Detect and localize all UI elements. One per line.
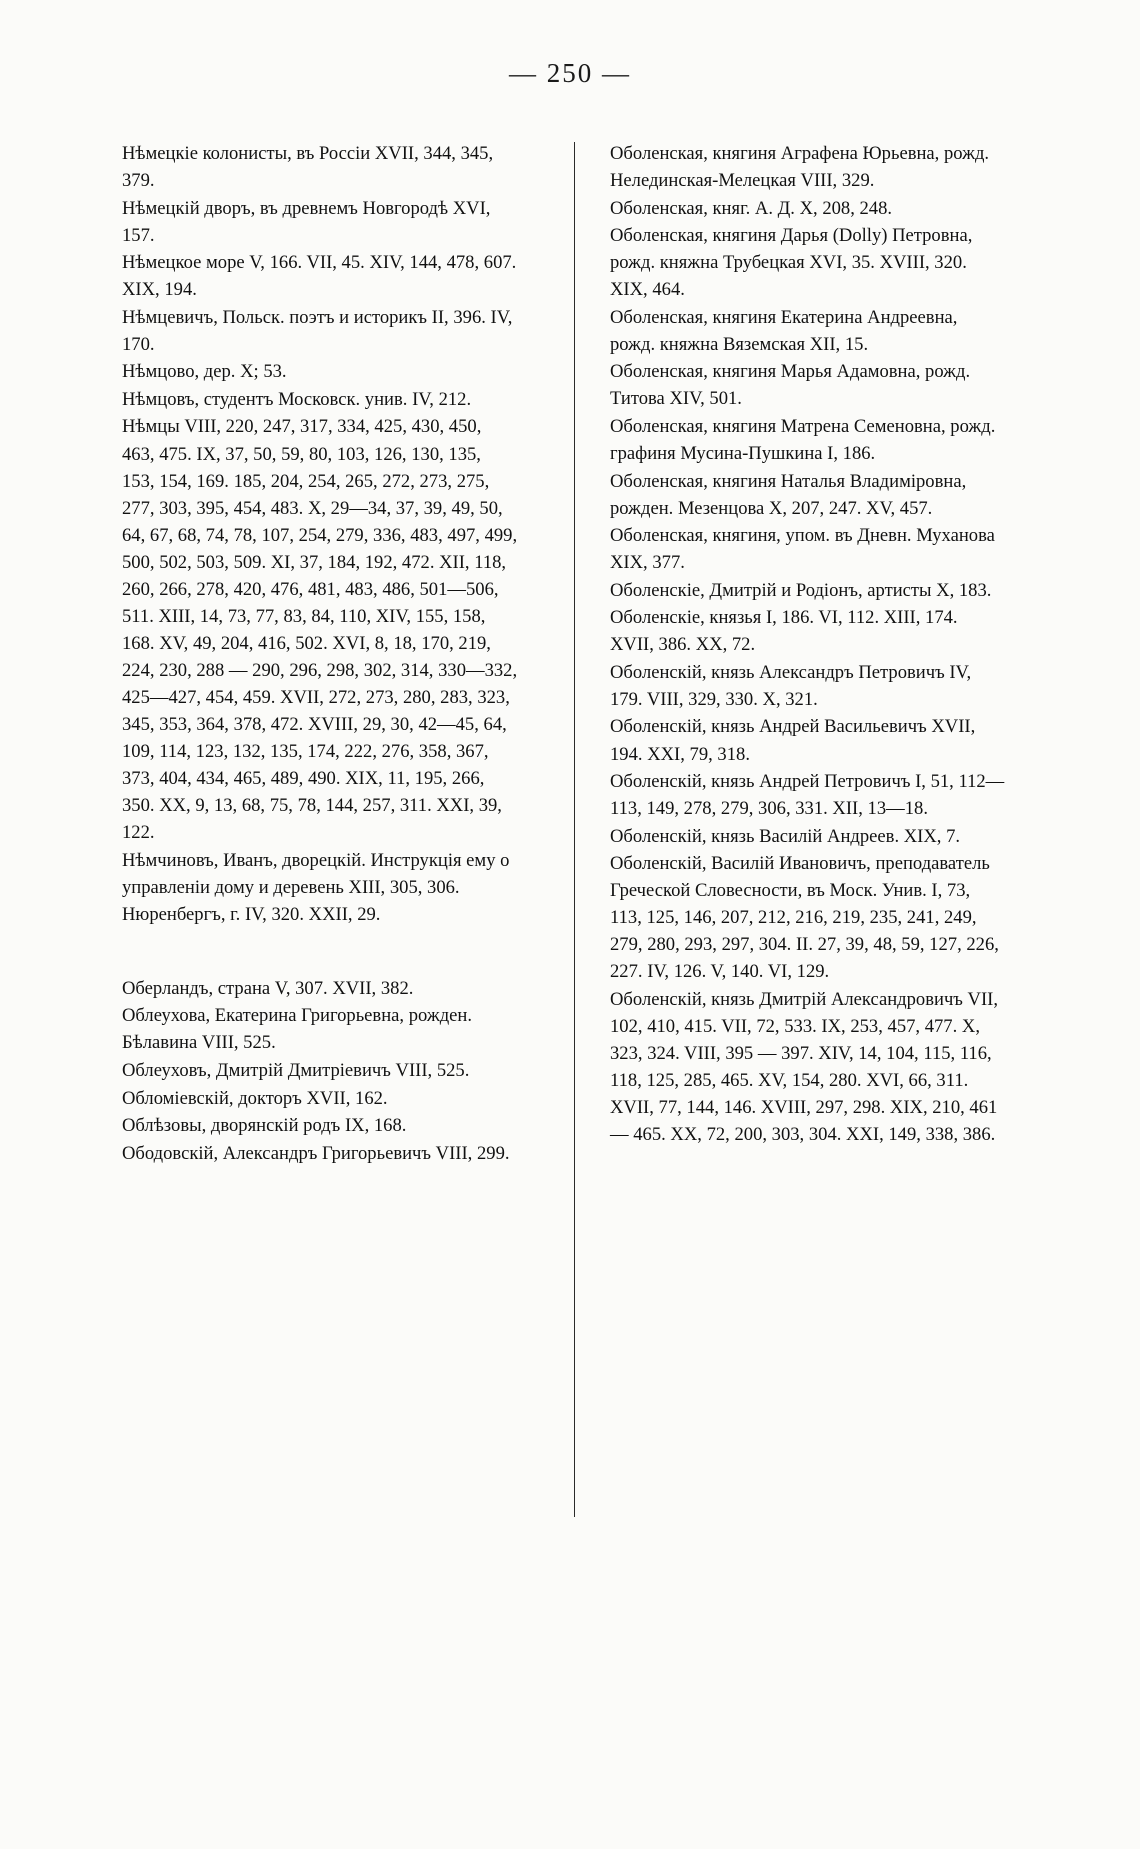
index-entry: Нѣмецкіе колонисты, въ Россіи XVII, 344, 345, 379.	[122, 143, 494, 192]
index-entry: Нѣмчиновъ, Иванъ, дворецкій. Инструкція ему о управленіи дому и деревень XIII, 305, 306.	[122, 849, 510, 898]
index-entry: Оболенская, княгиня Матрена Семеновна, рожд. графиня Мусина-Пушкина I, 186.	[610, 415, 996, 465]
index-entry: Нѣмцово, дер. X; 53.	[122, 361, 287, 383]
index-entry: Нѣмецкое море V, 166. VII, 45. XIV, 144, 478, 607. XIX, 194.	[122, 252, 517, 301]
index-entry: Нѣмцы VIII, 220, 247, 317, 334, 425, 430, 450, 463, 475. IX, 37, 50, 59, 80, 103, 126, 130, 135, 153, 154, 169. 185, 204, 254, 265, 272, 273, 275, 277, 303, 395, 454, 483. X, 29—34, 37, 39, 49, 50, 64, 67, 68, 74, 78, 107, 254, 279, 336, 483, 497, 499, 500, 502, 503, 509. XI, 37, 184, 192, 472. XII, 118, 260, 266, 278, 420, 476, 481, 483, 486, 501—506, 511. XIII, 14, 73, 77, 83, 84, 110, XIV, 155, 158, 168. XV, 49, 204, 416, 502. XVI, 8, 18, 170, 219, 224, 230, 288 — 290, 296, 298, 302, 314, 330—332, 425—427, 454, 459. XVII, 272, 273, 280, 283, 323, 345, 353, 364, 378, 472. XVIII, 29, 30, 42—45, 64, 109, 114, 123, 132, 135, 174, 222, 276, 358, 367, 373, 404, 434, 465, 489, 490. XIX, 11, 195, 266, 350. XX, 9, 13, 68, 75, 78, 144, 257, 311. XXI, 39, 122.	[122, 416, 518, 844]
left-column	[88, 140, 542, 1167]
index-entry: Оболенскіе, князья I, 186. VI, 112. XIII, 174. XVII, 386. XX, 72.	[610, 607, 958, 656]
index-entry: Оболенскіе, Дмитрій и Родіонъ, артисты X, 183.	[610, 579, 992, 601]
index-entry: Облѣзовы, дворянскій родъ IX, 168.	[122, 1115, 407, 1137]
index-entry: Нюренбергъ, г. IV, 320. XXII, 29.	[122, 904, 381, 926]
section-gap	[88, 929, 518, 975]
index-entry: Оболенскій, князь Дмитрій Александровичъ VII, 102, 410, 415. VII, 72, 533. IX, 253, 457, 477. X, 323, 324. VIII, 395 — 397. XIV, 14, 104, 115, 116, 118, 125, 285, 465. XV, 154, 280. XVI, 66, 311. XVII, 77, 144, 146. XVIII, 297, 298. XIX, 210, 461 — 465. XX, 72, 200, 303, 304. XXI, 149, 338, 386.	[610, 988, 999, 1146]
index-entry: Обломіевскій, докторъ XVII, 162.	[122, 1087, 388, 1109]
index-entry: Оболенскій, князь Андрей Петровичъ I, 51, 112—113, 149, 278, 279, 306, 331. XII, 13—18.	[610, 771, 1005, 820]
index-entry: Оболенскій, князь Андрей Васильевичъ XVII, 194. XXI, 79, 318.	[610, 716, 976, 765]
index-entry: Нѣмцовъ, студентъ Московск. унив. IV, 212.	[122, 388, 472, 410]
index-entry: Оболенская, княгиня Наталья Владиміровна, рожден. Мезенцова X, 207, 247. XV, 457.	[610, 470, 967, 519]
index-columns	[88, 140, 1056, 1167]
index-entry: Оболенскій, князь Александръ Петровичъ IV, 179. VIII, 329, 330. X, 321.	[610, 661, 972, 710]
index-entry: Оболенскій, князь Василій Андреев. XIX, 7.	[610, 825, 961, 847]
index-entry: Ободовскій, Александръ Григорьевичъ VIII, 299.	[122, 1142, 510, 1164]
index-entry: Нѣмецкій дворъ, въ древнемъ Новгородѣ XVI, 157.	[122, 197, 491, 246]
index-entry: Оболенскій, Василій Ивановичъ, преподаватель Греческой Словесности, въ Моск. Унив. I, 73, 113, 125, 146, 207, 212, 216, 219, 235, 241, 249, 279, 280, 293, 297, 304. II. 27, 39, 48, 59, 127, 226, 227. IV, 126. V, 140. VI, 129.	[610, 853, 999, 983]
index-entry: Оболенская, княгиня Екатерина Андреевна, рожд. княжна Вяземская XII, 15.	[610, 306, 958, 355]
index-entry: Оболенская, княгиня Аграфена Юрьевна, рожд. Нелединская-Мелецкая VIII, 329.	[610, 143, 990, 192]
index-entry: Оболенская, княгиня Дарья (Dolly) Петровна, рожд. княжна Трубецкая XVI, 35. XVIII, 320. XIX, 464.	[610, 225, 973, 301]
index-entry: Облеуховъ, Дмитрій Дмитріевичъ VIII, 525.	[122, 1060, 470, 1081]
index-entry: Оболенская, княгиня Марья Адамовна, рожд. Титова XIV, 501.	[610, 361, 971, 410]
index-entry: Оболенская, княгиня, упом. въ Дневн. Муханова XIX, 377.	[610, 525, 995, 574]
index-entry: Нѣмцевичъ, Польск. поэтъ и историкъ II, 396. IV, 170.	[122, 306, 513, 355]
index-entry: Оберландъ, страна V, 307. XVII, 382.	[122, 977, 414, 999]
index-entry: Оболенская, княг. А. Д. X, 208, 248.	[610, 197, 893, 219]
page-number: — 250 —	[509, 58, 631, 88]
right-column	[542, 140, 1006, 1167]
index-entry: Облеухова, Екатерина Григорьевна, рожден. Бѣлавина VIII, 525.	[122, 1005, 473, 1054]
